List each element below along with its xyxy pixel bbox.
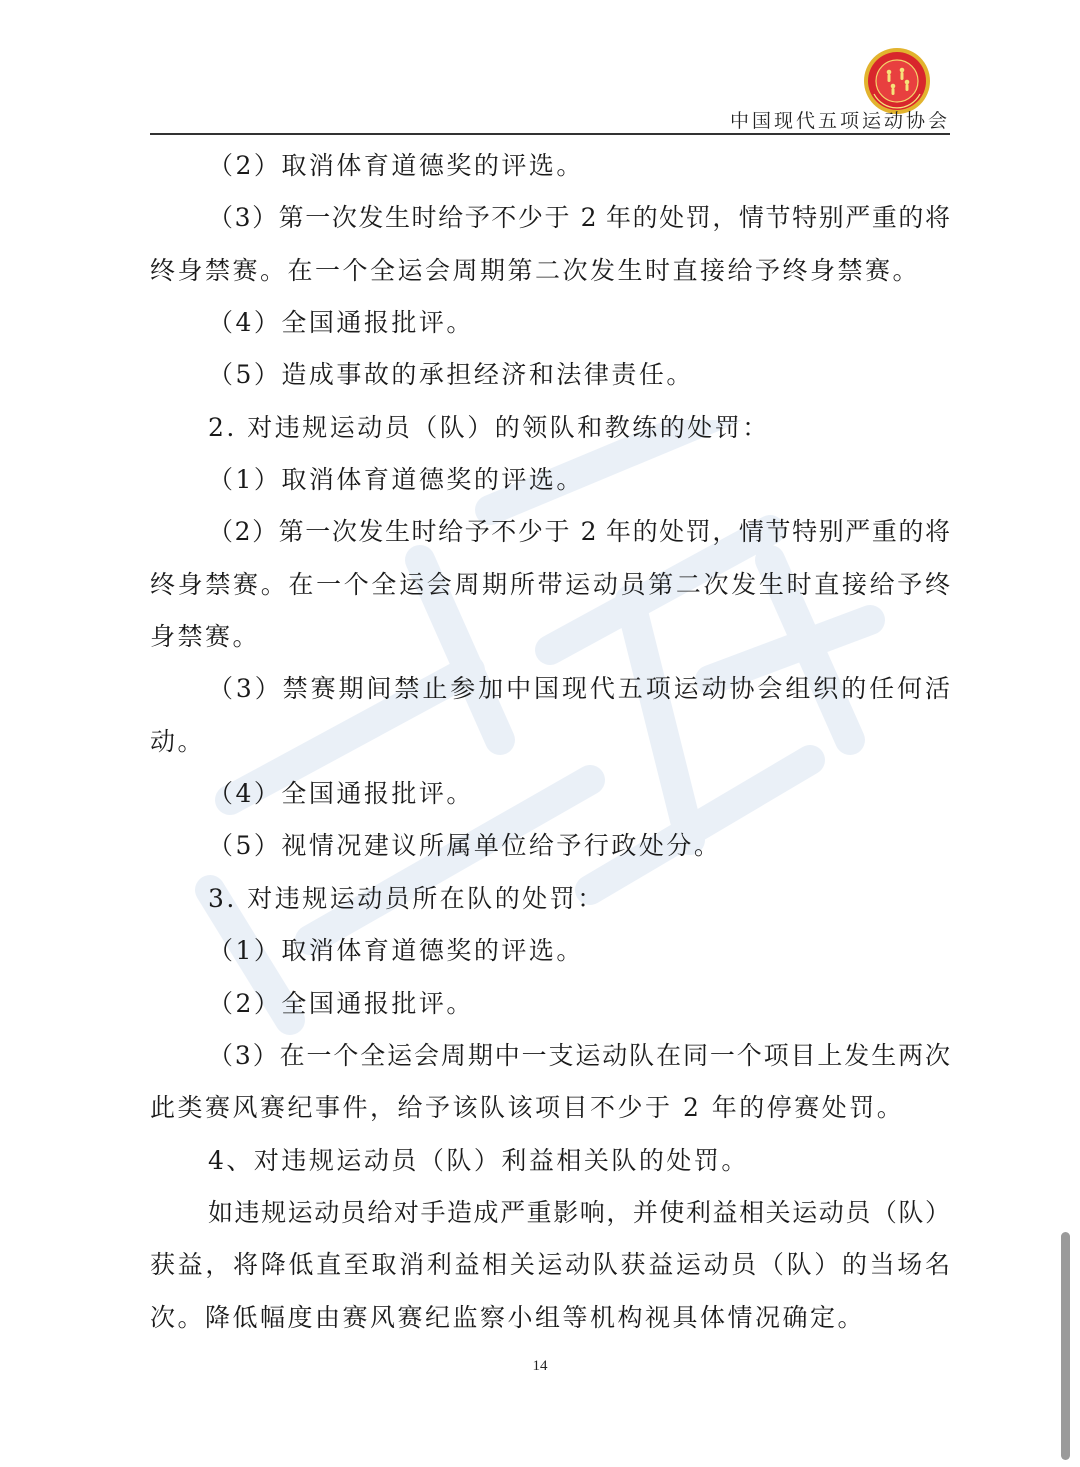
text-line: 此类赛风赛纪事件，给予该队该项目不少于 2 年的停赛处罚。 bbox=[150, 1093, 905, 1123]
text-line: （3）第一次发生时给予不少于 2 年的处罚，情节特别严重的将 bbox=[208, 203, 950, 233]
text-line: 终身禁赛。在一个全运会周期第二次发生时直接给予终身禁赛。 bbox=[150, 255, 921, 285]
document-body bbox=[150, 140, 950, 1344]
text-line: 3. 对违规运动员所在队的处罚： bbox=[208, 883, 605, 913]
text-line: （4）全国通报批评。 bbox=[208, 308, 474, 338]
text-line: （1）取消体育道德奖的评选。 bbox=[208, 465, 584, 495]
header-organization-name: 中国现代五项运动协会 bbox=[729, 110, 950, 132]
vertical-scrollbar[interactable] bbox=[1061, 1232, 1070, 1460]
text-line: （5）视情况建议所属单位给予行政处分。 bbox=[208, 831, 722, 861]
page-number: 14 bbox=[532, 1358, 548, 1374]
text-line: （4）全国通报批评。 bbox=[208, 779, 474, 809]
text-line: 终身禁赛。在一个全运会周期所带运动员第二次发生时直接给予终 bbox=[150, 569, 950, 599]
header-divider bbox=[150, 133, 950, 135]
text-line: 身禁赛。 bbox=[150, 622, 261, 652]
text-line: （3）在一个全运会周期中一支运动队在同一个项目上发生两次 bbox=[208, 1040, 950, 1070]
text-line: （5）造成事故的承担经济和法律责任。 bbox=[208, 360, 694, 390]
text-line: （2）全国通报批评。 bbox=[208, 988, 474, 1018]
text-line: 如违规运动员给对手造成严重影响，并使利益相关运动员（队） bbox=[208, 1197, 950, 1227]
text-line: （2）取消体育道德奖的评选。 bbox=[208, 151, 584, 180]
text-line: （1）取消体育道德奖的评选。 bbox=[208, 936, 584, 966]
text-line: 动。 bbox=[150, 726, 206, 756]
text-line: （3）禁赛期间禁止参加中国现代五项运动协会组织的任何活 bbox=[208, 674, 950, 704]
text-line: 2. 对违规运动员（队）的领队和教练的处罚： bbox=[208, 412, 770, 442]
text-line: 4、对违规运动员（队）利益相关队的处罚。 bbox=[208, 1145, 749, 1175]
text-line: （2）第一次发生时给予不少于 2 年的处罚，情节特别严重的将 bbox=[208, 517, 950, 547]
text-line: 次。降低幅度由赛风赛纪监察小组等机构视具体情况确定。 bbox=[150, 1302, 866, 1332]
text-line: 获益，将降低直至取消利益相关运动队获益运动员（队）的当场名 bbox=[150, 1250, 950, 1280]
